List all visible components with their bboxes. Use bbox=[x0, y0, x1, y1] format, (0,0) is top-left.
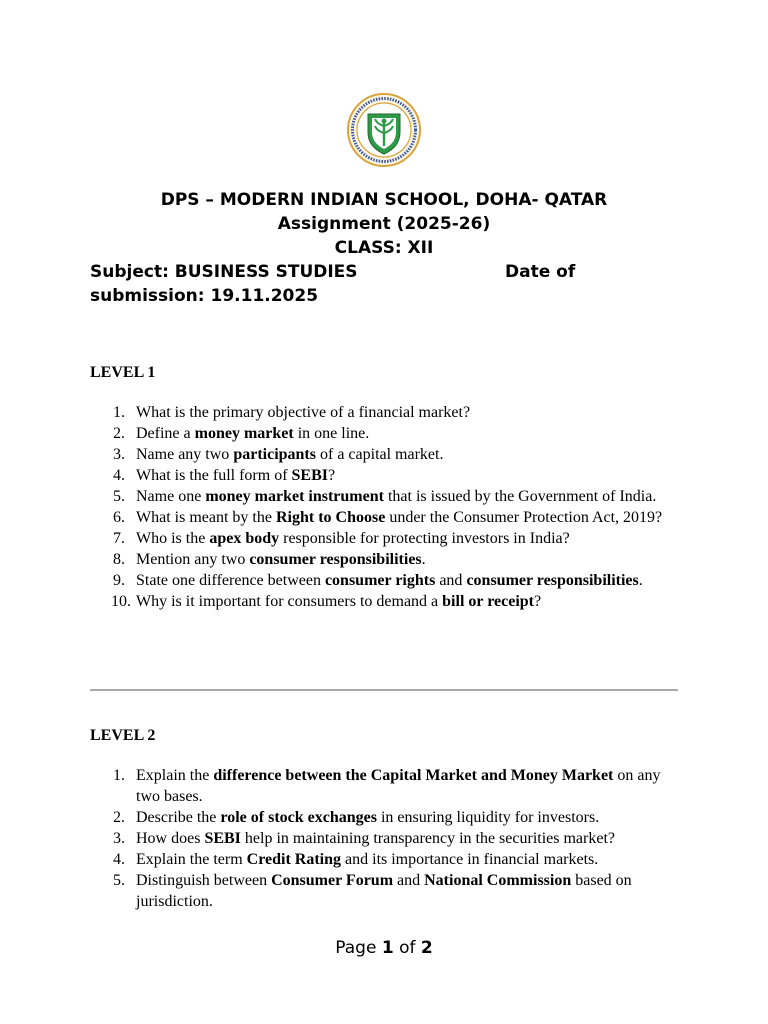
question-text: in one line. bbox=[293, 425, 370, 442]
question-keyword: Credit Rating bbox=[246, 851, 342, 868]
question-text: on any two bases. bbox=[136, 767, 661, 805]
question-item bbox=[90, 402, 670, 423]
question-text: responsible for protecting investors in India? bbox=[279, 530, 570, 547]
question-number: 8. bbox=[113, 551, 125, 568]
level-1-title: LEVEL 1 bbox=[90, 364, 156, 381]
question-text: Distinguish between bbox=[136, 872, 272, 889]
section-divider bbox=[90, 689, 678, 691]
question-text: What is the primary objective of a financial market? bbox=[136, 404, 471, 421]
question-text: based on jurisdiction. bbox=[136, 872, 632, 910]
question-number: 10. bbox=[111, 593, 131, 610]
page-footer bbox=[0, 938, 768, 958]
question-number: 6. bbox=[113, 509, 125, 526]
question-keyword: role of stock exchanges bbox=[220, 809, 377, 826]
level-2-title: LEVEL 2 bbox=[90, 727, 156, 744]
page-word: Page bbox=[335, 938, 377, 958]
submission-date: submission: 19.11.2025 bbox=[90, 286, 319, 306]
question-text: State one difference between bbox=[136, 572, 325, 589]
question-number: 3. bbox=[113, 830, 125, 847]
question-keyword: difference between the Capital Market and Money Market bbox=[213, 767, 614, 784]
date-of-label: Date of bbox=[505, 262, 576, 282]
question-text: Define a bbox=[136, 425, 195, 442]
of-word: of bbox=[399, 938, 416, 958]
school-logo bbox=[346, 92, 422, 168]
question-keyword: participants bbox=[233, 446, 316, 463]
question-keyword: apex body bbox=[209, 530, 280, 547]
question-text: What is meant by the bbox=[136, 509, 276, 526]
question-text: help in maintaining transparency in the securities market? bbox=[240, 830, 615, 847]
question-text: Name one bbox=[136, 488, 206, 505]
question-keyword: consumer responsibilities bbox=[466, 572, 639, 589]
question-text: . bbox=[638, 572, 643, 589]
question-text: of a capital market. bbox=[315, 446, 444, 463]
question-number: 9. bbox=[113, 572, 125, 589]
question-keyword: Consumer Forum bbox=[271, 872, 394, 889]
question-item bbox=[90, 423, 670, 444]
question-item bbox=[90, 807, 670, 828]
document-header bbox=[90, 188, 678, 308]
question-number: 5. bbox=[113, 872, 125, 889]
question-text: Name any two bbox=[136, 446, 234, 463]
question-text: and its importance in financial markets. bbox=[341, 851, 599, 868]
question-text: Explain the term bbox=[136, 851, 247, 868]
question-number: 1. bbox=[113, 404, 125, 421]
question-keyword: SEBI bbox=[291, 467, 328, 484]
question-keyword: money market instrument bbox=[205, 488, 384, 505]
level-2-questions bbox=[90, 765, 670, 912]
question-text: and bbox=[435, 572, 467, 589]
question-number: 2. bbox=[113, 809, 125, 826]
question-text: that is issued by the Government of India. bbox=[383, 488, 657, 505]
question-text: . bbox=[421, 551, 426, 568]
question-keyword: consumer rights bbox=[324, 572, 436, 589]
question-text: in ensuring liquidity for investors. bbox=[376, 809, 600, 826]
question-text: What is the full form of bbox=[136, 467, 292, 484]
question-keyword: money market bbox=[194, 425, 294, 442]
question-keyword: bill or receipt bbox=[442, 593, 534, 610]
question-item bbox=[90, 849, 670, 870]
question-text: How does bbox=[136, 830, 205, 847]
page-current: 1 bbox=[381, 938, 394, 958]
question-text: Who is the bbox=[136, 530, 210, 547]
question-item bbox=[90, 528, 670, 549]
question-item bbox=[90, 570, 670, 591]
question-number: 5. bbox=[113, 488, 125, 505]
assignment-title: Assignment (2025-26) bbox=[277, 214, 491, 234]
question-text: Why is it important for consumers to demand a bbox=[136, 593, 443, 610]
question-item bbox=[90, 591, 670, 612]
question-keyword: consumer responsibilities bbox=[249, 551, 422, 568]
question-text: ? bbox=[327, 467, 336, 484]
school-name: DPS – MODERN INDIAN SCHOOL, DOHA- QATAR bbox=[160, 190, 608, 210]
question-keyword: Right to Choose bbox=[275, 509, 386, 526]
class-label: CLASS: XII bbox=[334, 238, 434, 258]
subject-row bbox=[90, 260, 678, 284]
level-1-questions bbox=[90, 402, 670, 612]
question-number: 7. bbox=[113, 530, 125, 547]
question-text: Mention any two bbox=[136, 551, 250, 568]
question-number: 2. bbox=[113, 425, 125, 442]
question-number: 3. bbox=[113, 446, 125, 463]
question-item bbox=[90, 549, 670, 570]
subject-label: Subject: BUSINESS STUDIES bbox=[90, 262, 358, 282]
question-item bbox=[90, 870, 670, 912]
page-total: 2 bbox=[420, 938, 433, 958]
question-item bbox=[90, 486, 670, 507]
question-text: ? bbox=[534, 593, 542, 610]
question-item bbox=[90, 465, 670, 486]
question-text: and bbox=[393, 872, 425, 889]
question-text: Describe the bbox=[136, 809, 221, 826]
question-keyword: National Commission bbox=[424, 872, 572, 889]
question-number: 4. bbox=[113, 851, 125, 868]
question-item bbox=[90, 828, 670, 849]
question-item bbox=[90, 765, 670, 807]
question-item bbox=[90, 507, 670, 528]
question-item bbox=[90, 444, 670, 465]
question-number: 4. bbox=[113, 467, 125, 484]
question-text: under the Consumer Protection Act, 2019? bbox=[385, 509, 663, 526]
question-number: 1. bbox=[113, 767, 125, 784]
question-keyword: SEBI bbox=[204, 830, 241, 847]
question-text: Explain the bbox=[136, 767, 214, 784]
